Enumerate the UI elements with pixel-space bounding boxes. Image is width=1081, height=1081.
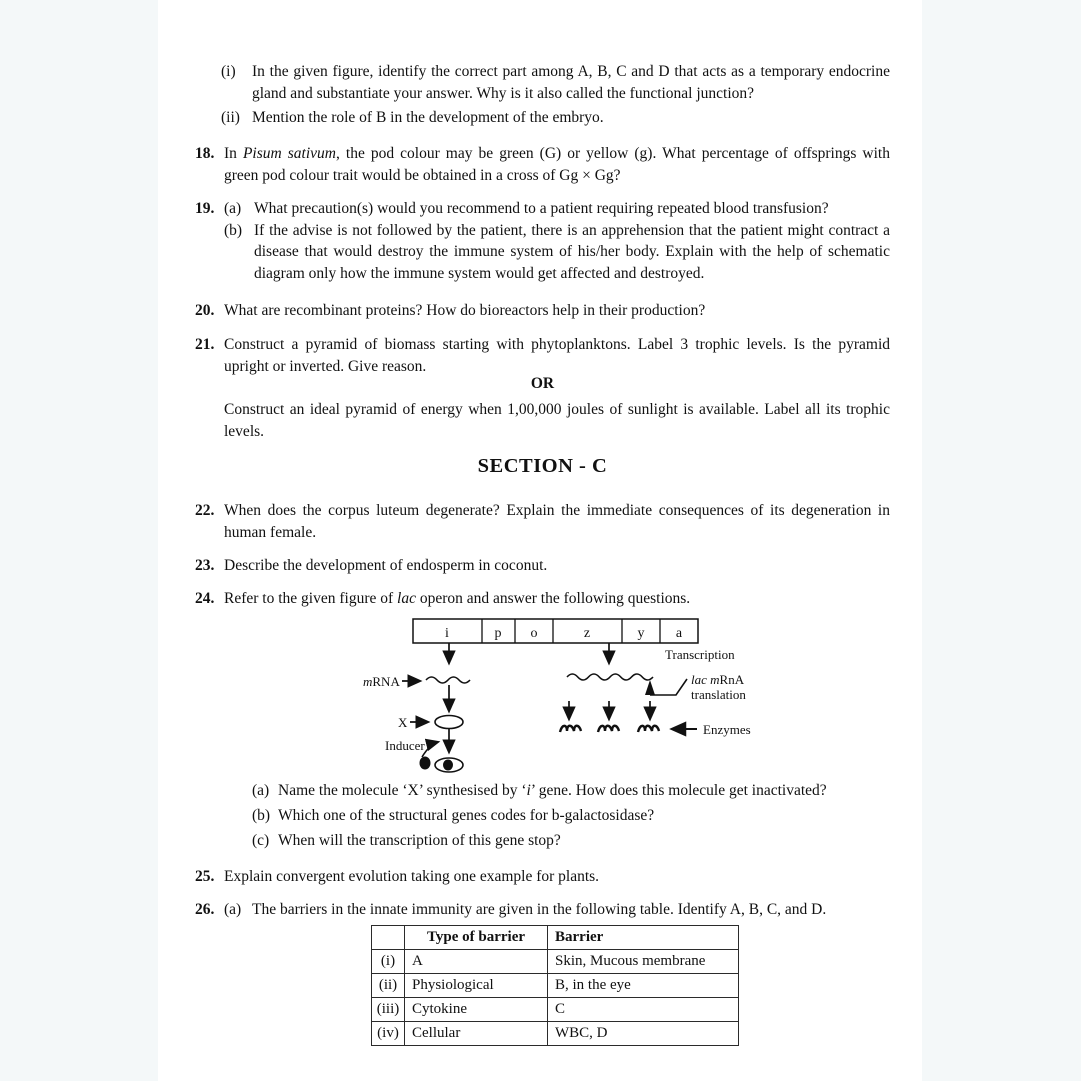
bound-inducer-dot <box>443 760 453 771</box>
question-text: When does the corpus luteum degenerate? Explain the immediate consequences of its degeneration in human female. <box>224 502 890 541</box>
question-text-pre: Refer to the given figure of <box>224 590 398 607</box>
lac-mrna-label: lac mRnA <box>691 672 745 687</box>
row-index-cell: (iii) <box>372 998 405 1022</box>
sub-item-text: What precaution(s) would you recommend to a patient requiring repeated blood transfusion? <box>254 200 829 217</box>
question-text: Construct an ideal pyramid of energy when 1,00,000 joules of sunlight is available. Label all its trophic levels. <box>224 401 890 440</box>
species-name-italic: Pisum sativum <box>242 145 336 162</box>
x-label: X <box>398 715 408 730</box>
question-number: 18. <box>195 145 215 162</box>
question-number: 26. <box>195 901 215 918</box>
sub-item-text: Mention the role of B in the development of the embryo. <box>252 109 604 126</box>
text-pre: Name the molecule ‘X’ synthesised by ‘ <box>278 782 527 799</box>
sub-item-marker: (b) <box>224 221 243 239</box>
sub-item-marker: (c) <box>252 832 270 849</box>
sub-item-marker: (ii) <box>221 109 240 126</box>
enzyme-coil-3 <box>638 726 659 732</box>
callout-line <box>650 679 687 695</box>
question-18 <box>195 143 890 186</box>
question-text-pre: In <box>224 145 243 162</box>
question-text <box>224 143 890 186</box>
question-19 <box>195 198 890 284</box>
type-cell: Cytokine <box>405 998 548 1022</box>
table-row <box>372 974 739 998</box>
sub-item-marker: (i) <box>221 63 236 80</box>
question-text: Explain convergent evolution taking one example for plants. <box>224 868 600 885</box>
enzyme-coil-1 <box>560 726 581 732</box>
question-24a <box>252 780 890 802</box>
question-21 <box>195 334 890 377</box>
question-number: 22. <box>195 502 215 519</box>
inducer-molecule-dot <box>420 757 431 770</box>
row-index-cell: (iv) <box>372 1022 405 1046</box>
question-text-post: operon and answer the following questions. <box>415 590 691 607</box>
sub-item-marker: (b) <box>252 807 271 824</box>
barrier-cell: C <box>548 998 739 1022</box>
header-cell-type: Type of barrier <box>405 926 548 950</box>
question-17-sub-i <box>221 61 890 104</box>
question-text <box>224 588 890 610</box>
question-17-sub-ii <box>221 107 890 129</box>
sub-item-text: Which one of the structural genes codes for b-galactosidase? <box>278 807 655 824</box>
question-text: Construct a pyramid of biomass starting with phytoplanktons. Label 3 trophic levels. Is the pyramid upright or inverted. Give reason. <box>224 336 890 375</box>
question-24 <box>195 588 890 610</box>
barrier-cell: B, in the eye <box>548 974 739 998</box>
mrna-label: mRNA <box>363 674 400 689</box>
question-text-post: , the pod colour may be green (G) or yellow (g). What percentage of offsprings with green pod colour trait would be obtained in a cross of Gg × Gg? <box>224 145 890 184</box>
translation-label: translation <box>691 687 746 702</box>
gene-o-label: o <box>530 626 538 641</box>
question-24b <box>252 805 890 827</box>
question-number: 23. <box>195 557 215 574</box>
question-19b <box>224 220 890 285</box>
repressor-ellipse <box>435 716 463 729</box>
gene-y-label: y <box>637 626 645 641</box>
text-post: ’ gene. How does this molecule get inactivated? <box>530 782 827 799</box>
question-text: Describe the development of endosperm in coconut. <box>224 557 548 574</box>
translation-up-arrow <box>645 680 655 695</box>
question-text: The barriers in the innate immunity are given in the following table. Identify A, B, C, and D. <box>252 901 827 918</box>
gene-i-label: i <box>445 626 449 641</box>
type-cell: Physiological <box>405 974 548 998</box>
sub-item-marker: (a) <box>224 200 242 217</box>
or-separator: OR <box>530 375 555 392</box>
row-index-cell: (i) <box>372 950 405 974</box>
question-number: 24. <box>195 590 215 607</box>
mrna-wavy-line-left <box>426 677 470 683</box>
table-header-row <box>372 926 739 950</box>
type-cell: A <box>405 950 548 974</box>
question-24c <box>252 830 890 852</box>
table-row <box>372 950 739 974</box>
mrna-wavy-line-right <box>567 674 653 680</box>
barrier-cell: WBC, D <box>548 1022 739 1046</box>
question-text: What are recombinant proteins? How do bioreactors help in their production? <box>224 302 706 319</box>
gene-p-label: p <box>494 626 502 641</box>
header-cell-empty <box>372 926 405 950</box>
transcription-label: Transcription <box>665 647 735 662</box>
sub-item-text <box>278 780 890 802</box>
gene-a-label: a <box>675 626 683 641</box>
row-index-cell: (ii) <box>372 974 405 998</box>
barrier-cell: Skin, Mucous membrane <box>548 950 739 974</box>
question-number: 25. <box>195 868 215 885</box>
type-cell: Cellular <box>405 1022 548 1046</box>
question-19a <box>224 198 890 220</box>
enzymes-label: Enzymes <box>703 722 751 737</box>
table-row <box>372 998 739 1022</box>
lac-italic: lac <box>397 590 416 607</box>
question-number: 21. <box>195 336 215 353</box>
question-25 <box>195 866 890 888</box>
section-heading: SECTION - C <box>477 455 608 477</box>
sub-item-text: If the advise is not followed by the patient, there is an apprehension that the patient might contract a disease that would destroy the immune system of his/her body. Explain with the help of schematic diagram only how the immune system would get affected and destroyed. <box>254 221 890 282</box>
sub-item-text: When will the transcription of this gene stop? <box>278 832 561 849</box>
gene-i-italic: i <box>526 782 531 799</box>
lac-operon-diagram <box>360 617 758 779</box>
header-cell-barrier: Barrier <box>548 926 739 950</box>
sub-item-marker: (a) <box>252 782 270 799</box>
question-21-alternative <box>224 399 890 442</box>
inducer-label: Inducer <box>385 738 425 753</box>
question-23 <box>195 555 890 577</box>
exam-paper-page <box>158 0 922 1081</box>
question-20 <box>195 300 890 322</box>
question-number: 19. <box>195 200 215 217</box>
question-26 <box>195 899 890 921</box>
sub-item-marker: (a) <box>224 901 242 918</box>
table-row <box>372 1022 739 1046</box>
innate-immunity-barriers-table <box>371 925 739 1046</box>
gene-box <box>413 619 698 643</box>
gene-z-label: z <box>583 626 591 641</box>
enzyme-coil-2 <box>598 726 619 732</box>
question-number: 20. <box>195 302 215 319</box>
question-22 <box>195 500 890 543</box>
sub-item-text: In the given figure, identify the correct part among A, B, C and D that acts as a temporary endocrine gland and substantiate your answer. Why is it also called the functional junction? <box>252 63 890 102</box>
